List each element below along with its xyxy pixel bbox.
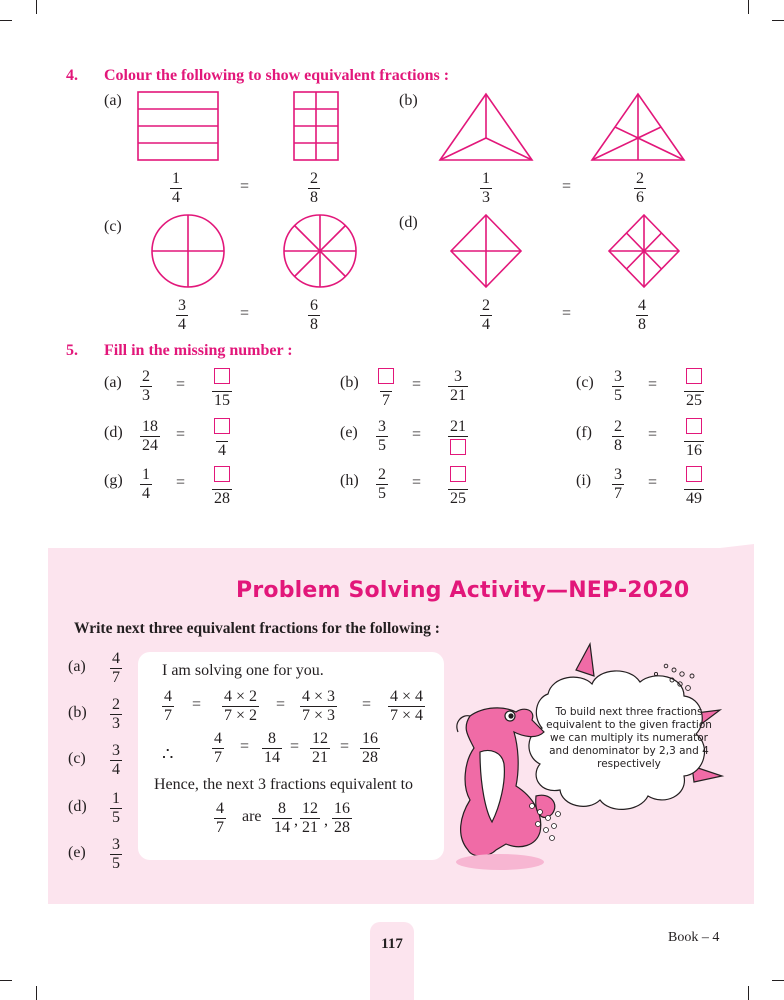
comma: , bbox=[324, 812, 328, 829]
answer-box[interactable] bbox=[686, 418, 702, 434]
part-label-c: (c) bbox=[104, 218, 122, 235]
equals-sign: = bbox=[290, 738, 300, 755]
answer-box[interactable] bbox=[686, 466, 702, 482]
item-label: (f) bbox=[576, 424, 592, 441]
example-hence: Hence, the next 3 fractions equivalent to bbox=[154, 776, 414, 793]
page-number-tab bbox=[370, 922, 414, 1000]
fraction-right: 21 bbox=[448, 418, 468, 460]
equals-sign: = bbox=[192, 696, 202, 713]
item-label: (d) bbox=[104, 424, 123, 441]
part-label-b: (b) bbox=[399, 92, 418, 109]
answer-box[interactable] bbox=[686, 368, 702, 384]
fraction-left: $\frac{3}{5}$ bbox=[378, 418, 386, 454]
example-final-left: $\frac{4}{7}$ bbox=[216, 800, 224, 836]
fraction-right: 15 bbox=[212, 368, 232, 410]
example-fraction: $\frac{8}{14}$ bbox=[264, 730, 280, 766]
rectangle-eighths bbox=[294, 92, 338, 160]
book-label: Book – 4 bbox=[668, 930, 720, 945]
fraction-left: $\frac{3}{7}$ bbox=[614, 466, 622, 502]
equivalent-fraction-shapes bbox=[0, 0, 784, 345]
rectangle-quarters bbox=[138, 92, 218, 160]
therefore-symbol: ∴ bbox=[162, 744, 174, 764]
example-are: are bbox=[242, 808, 262, 825]
equals-sign: = bbox=[176, 426, 186, 443]
equals-sign: = bbox=[276, 696, 286, 713]
item-label: (h) bbox=[340, 472, 359, 489]
crop-mark bbox=[748, 986, 749, 1000]
equals-sign: = bbox=[412, 376, 422, 393]
equals-sign: = bbox=[648, 474, 658, 491]
crop-mark bbox=[772, 980, 784, 981]
fraction-right: 4 bbox=[212, 418, 232, 460]
item-label: (i) bbox=[576, 472, 592, 489]
equals-sign: = bbox=[240, 178, 250, 195]
activity-fraction: $\frac{3}{5}$ bbox=[112, 836, 120, 872]
activity-instruction: Write next three equivalent fractions for the following : bbox=[74, 620, 440, 637]
activity-item-label: (d) bbox=[68, 798, 87, 815]
fraction-left: $\frac{2}{5}$ bbox=[378, 466, 386, 502]
activity-item-label: (e) bbox=[68, 844, 86, 861]
answer-box[interactable] bbox=[450, 466, 466, 482]
example-final-fraction: $\frac{16}{28}$ bbox=[334, 800, 350, 836]
fraction-d-right: $\frac{4}{8}$ bbox=[638, 297, 646, 333]
activity-item-label: (a) bbox=[68, 658, 86, 675]
fraction-a-right: $\frac{2}{8}$ bbox=[310, 170, 318, 206]
fraction-right: 25 bbox=[448, 466, 468, 508]
equals-sign: = bbox=[362, 696, 372, 713]
example-fraction: $\frac{12}{21}$ bbox=[312, 730, 328, 766]
triangle-thirds bbox=[440, 94, 532, 160]
activity-fraction: $\frac{2}{3}$ bbox=[112, 696, 120, 732]
answer-box[interactable] bbox=[378, 368, 394, 384]
fraction-left: $\frac{1}{4}$ bbox=[142, 466, 150, 502]
example-fraction: $\frac{4}{7}$ bbox=[214, 730, 222, 766]
equals-sign: = bbox=[340, 738, 350, 755]
example-intro: I am solving one for you. bbox=[162, 662, 324, 679]
example-final-fraction: $\frac{12}{21}$ bbox=[302, 800, 318, 836]
fraction-a-left: $\frac{1}{4}$ bbox=[172, 170, 180, 206]
part-label-d: (d) bbox=[399, 214, 418, 231]
fraction-c-right: $\frac{6}{8}$ bbox=[310, 297, 318, 333]
fraction-right: 28 bbox=[212, 466, 232, 508]
question-number: 4. bbox=[66, 67, 78, 84]
part-label-a: (a) bbox=[104, 92, 122, 109]
example-fraction: $\frac{4 \times 4}{7 \times 4}$ bbox=[390, 688, 424, 724]
answer-box[interactable] bbox=[214, 418, 230, 434]
equals-sign: = bbox=[176, 376, 186, 393]
question-title: Colour the following to show equivalent fractions : bbox=[104, 67, 450, 84]
comma: , bbox=[294, 812, 298, 829]
panel-corner bbox=[720, 544, 754, 564]
crop-mark bbox=[36, 986, 37, 1000]
equals-sign: = bbox=[240, 738, 250, 755]
item-label: (b) bbox=[340, 374, 359, 391]
fraction-right: $\frac{3}{21}$ bbox=[450, 368, 466, 404]
activity-title: Problem Solving Activity—NEP-2020 bbox=[236, 578, 690, 603]
thought-bubble-text: To build next three fractions equivalent to the given fraction we can multiply its numerator and denominator by 2,3 and 4 respectively bbox=[546, 706, 712, 770]
activity-item-label: (c) bbox=[68, 750, 86, 767]
answer-box[interactable] bbox=[214, 368, 230, 384]
triangle-sixths bbox=[592, 94, 684, 160]
question-number: 5. bbox=[66, 342, 78, 359]
equals-sign: = bbox=[412, 426, 422, 443]
fraction-c-left: $\frac{3}{4}$ bbox=[178, 297, 186, 333]
circle-eighths bbox=[284, 215, 356, 287]
fraction-b-left: $\frac{1}{3}$ bbox=[482, 170, 490, 206]
answer-box[interactable] bbox=[450, 439, 466, 455]
example-fraction: $\frac{4 \times 2}{7 \times 2}$ bbox=[224, 688, 258, 724]
fraction-d-left: $\frac{2}{4}$ bbox=[482, 297, 490, 333]
equals-sign: = bbox=[240, 305, 250, 322]
fraction-left: 7 bbox=[376, 368, 396, 410]
answer-box[interactable] bbox=[214, 466, 230, 482]
item-label: (e) bbox=[340, 424, 358, 441]
equals-sign: = bbox=[562, 178, 572, 195]
fraction-right: 49 bbox=[684, 466, 704, 508]
equals-sign: = bbox=[648, 426, 658, 443]
fraction-left: $\frac{2}{3}$ bbox=[142, 368, 150, 404]
example-fraction: $\frac{4}{7}$ bbox=[164, 688, 172, 724]
item-label: (g) bbox=[104, 472, 123, 489]
circle-quarters bbox=[152, 215, 224, 287]
item-label: (c) bbox=[576, 374, 594, 391]
diamond-eighths bbox=[609, 215, 679, 287]
example-final-fraction: $\frac{8}{14}$ bbox=[274, 800, 290, 836]
equals-sign: = bbox=[412, 474, 422, 491]
fraction-b-right: $\frac{2}{6}$ bbox=[636, 170, 644, 206]
item-label: (a) bbox=[104, 374, 122, 391]
fraction-left: $\frac{2}{8}$ bbox=[614, 418, 622, 454]
example-fraction: $\frac{4 \times 3}{7 \times 3}$ bbox=[302, 688, 336, 724]
crop-mark bbox=[0, 980, 12, 981]
question-title: Fill in the missing number : bbox=[104, 342, 293, 359]
page-number: 117 bbox=[381, 936, 403, 952]
activity-fraction: $\frac{4}{7}$ bbox=[112, 650, 120, 686]
equals-sign: = bbox=[176, 474, 186, 491]
activity-item-label: (b) bbox=[68, 704, 87, 721]
equals-sign: = bbox=[648, 376, 658, 393]
example-fraction: $\frac{16}{28}$ bbox=[362, 730, 378, 766]
fraction-left: $\frac{18}{24}$ bbox=[142, 418, 158, 454]
activity-fraction: $\frac{1}{5}$ bbox=[112, 790, 120, 826]
fraction-left: $\frac{3}{5}$ bbox=[614, 368, 622, 404]
equals-sign: = bbox=[562, 305, 572, 322]
fraction-right: 16 bbox=[684, 418, 704, 460]
activity-fraction: $\frac{3}{4}$ bbox=[112, 742, 120, 778]
diamond-quarters bbox=[451, 215, 521, 287]
fraction-right: 25 bbox=[684, 368, 704, 410]
